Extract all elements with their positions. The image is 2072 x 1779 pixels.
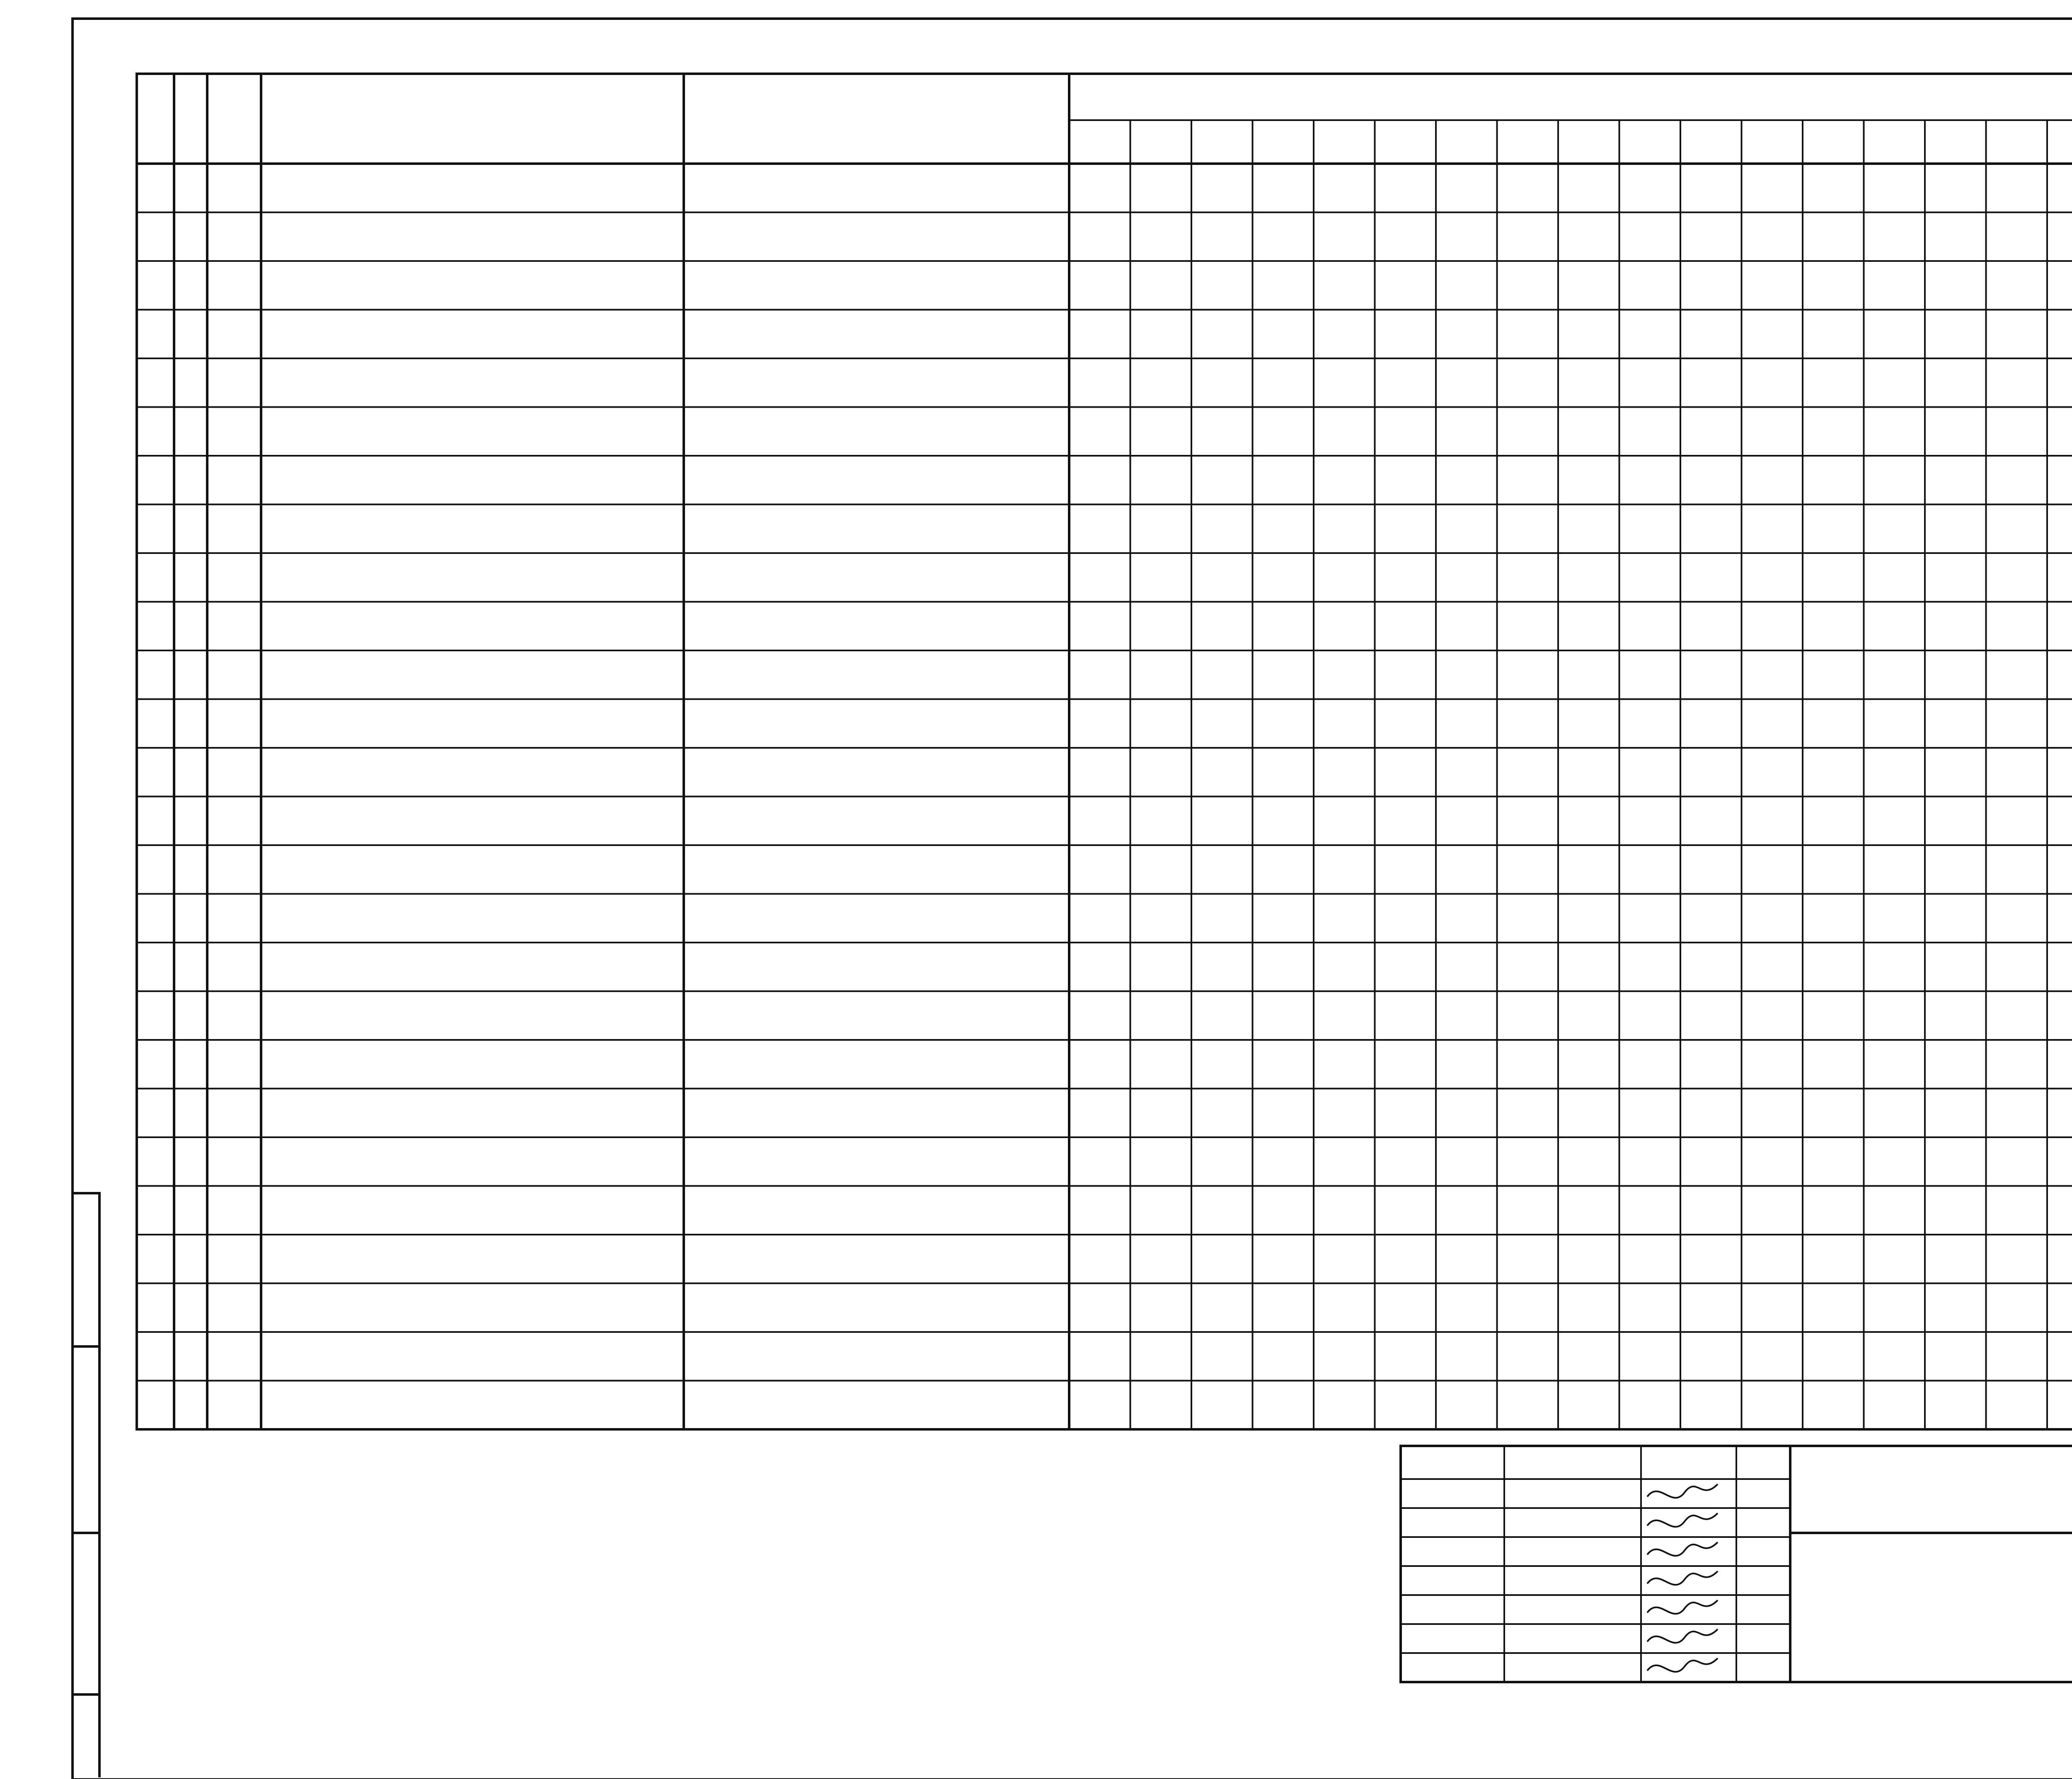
title-block [1401, 1446, 2072, 1682]
signature-mark [1647, 1658, 1718, 1672]
side-stamp [73, 1193, 99, 1777]
signature-mark [1647, 1571, 1718, 1585]
specification-table [137, 74, 2072, 1429]
side-stamp-frame [73, 1193, 99, 1694]
table-outline [137, 74, 2072, 1429]
signature-mark [1647, 1513, 1718, 1527]
signature-mark [1647, 1484, 1718, 1498]
signature-mark [1647, 1600, 1718, 1614]
signature-mark [1647, 1629, 1718, 1643]
sheet-frame [73, 19, 2072, 1779]
signature-mark [1647, 1542, 1718, 1556]
